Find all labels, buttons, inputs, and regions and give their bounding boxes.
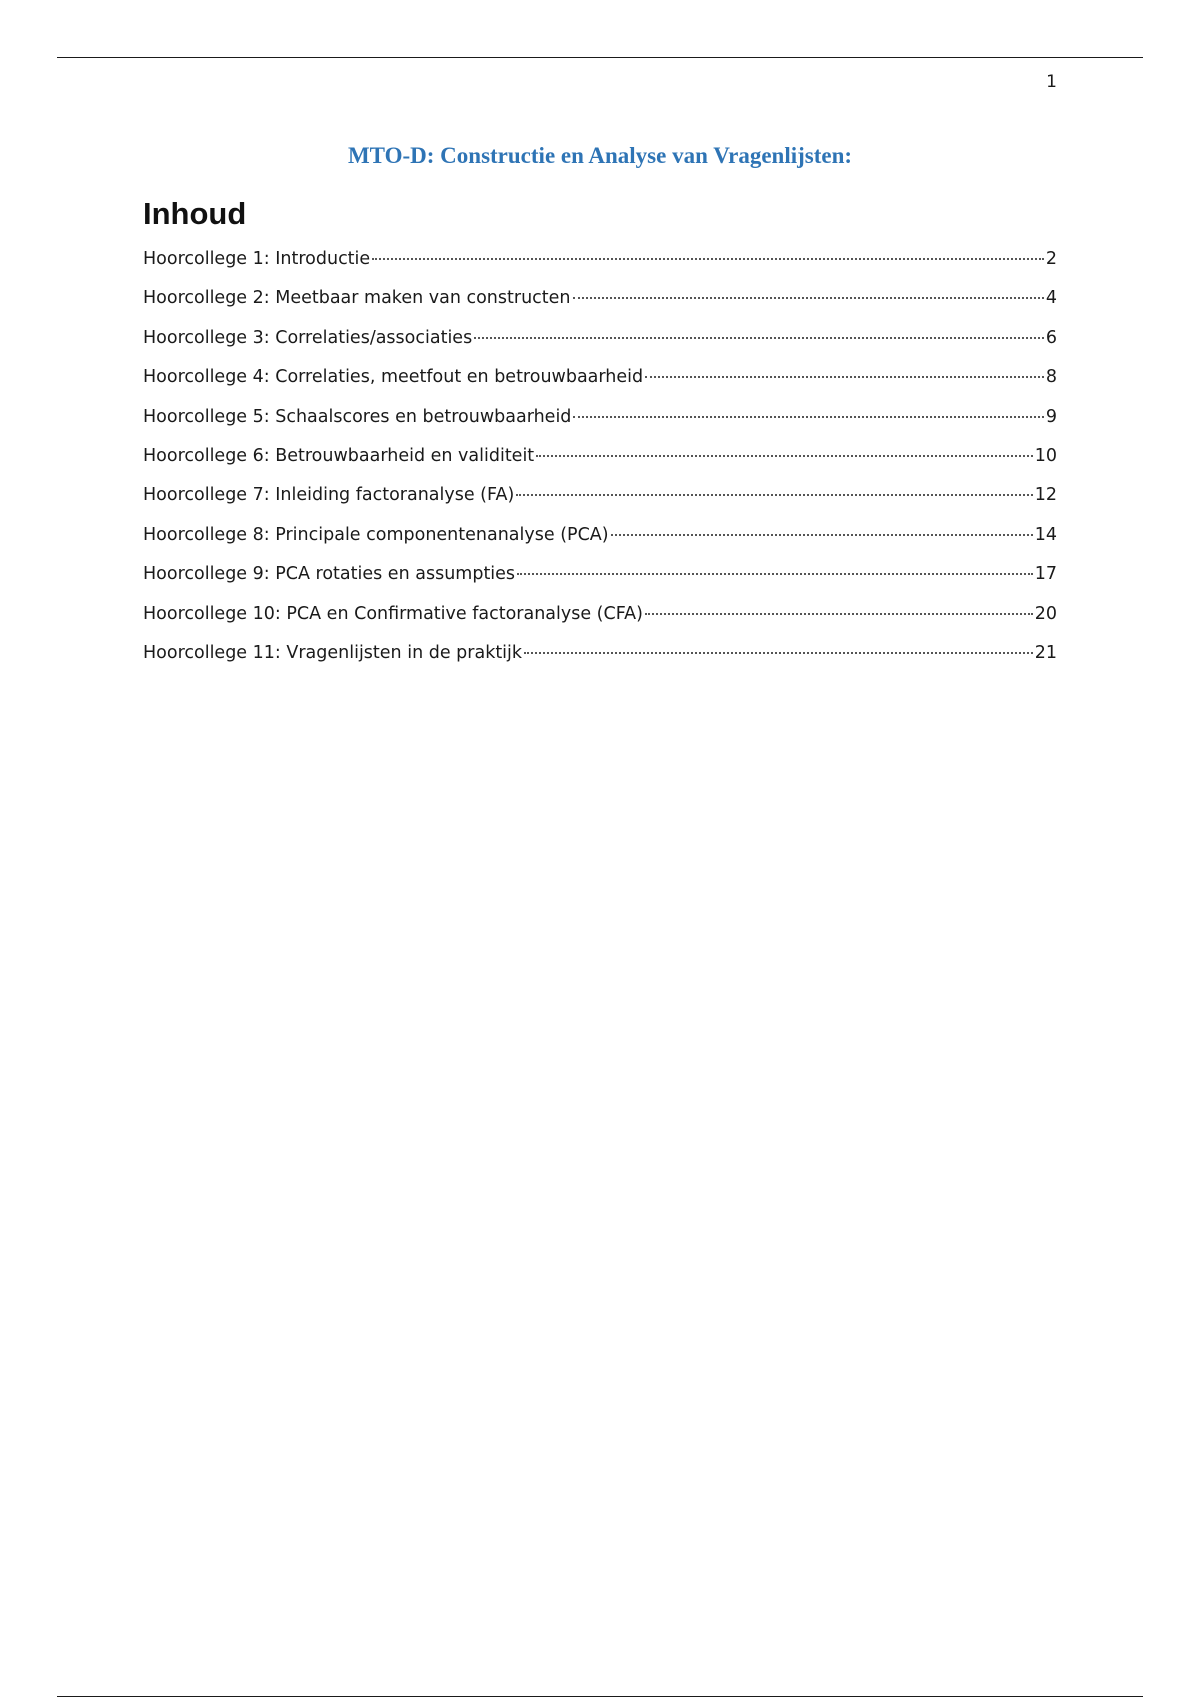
dot-leader: [524, 652, 1033, 654]
toc-entry-page: 9: [1045, 406, 1057, 427]
dot-leader: [474, 337, 1044, 339]
toc-entry-page: 10: [1034, 445, 1057, 466]
dot-leader: [645, 376, 1044, 378]
toc-entry-page: 8: [1045, 367, 1057, 388]
toc-entry-label: Hoorcollege 6: Betrouwbaarheid en validiteit: [143, 445, 535, 466]
toc-entry-1[interactable]: [143, 249, 1057, 288]
dot-leader: [536, 455, 1033, 457]
dot-leader: [516, 494, 1032, 496]
toc-entry-label: Hoorcollege 11: Vragenlijsten in de praktijk: [143, 642, 523, 663]
toc-entry-page: 2: [1045, 249, 1057, 269]
toc-entry-6[interactable]: [143, 446, 1057, 485]
dot-leader: [372, 258, 1044, 260]
toc-entry-label: Hoorcollege 5: Schaalscores en betrouwbaarheid: [143, 406, 572, 427]
toc-entry-5[interactable]: [143, 407, 1057, 446]
toc-entry-4[interactable]: [143, 367, 1057, 406]
toc-entry-label: Hoorcollege 9: PCA rotaties en assumpties: [143, 564, 516, 585]
toc-entry-label: Hoorcollege 4: Correlaties, meetfout en betrouwbaarheid: [143, 367, 644, 388]
toc-heading: Inhoud: [143, 196, 247, 231]
toc-entry-3[interactable]: [143, 328, 1057, 367]
toc-entry-2[interactable]: [143, 288, 1057, 327]
toc-entry-page: 12: [1034, 485, 1057, 506]
dot-leader: [611, 534, 1033, 536]
header-rule: [57, 57, 1143, 58]
document-title: MTO-D: Constructie en Analyse van Vragenlijsten:: [347, 143, 853, 168]
toc-entry-label: Hoorcollege 10: PCA en Confirmative factoranalyse (CFA): [143, 603, 643, 624]
toc-entry-page: 4: [1045, 288, 1057, 309]
dot-leader: [645, 613, 1033, 615]
toc-entry-label: Hoorcollege 2: Meetbaar maken van constructen: [143, 288, 571, 309]
toc-entry-10[interactable]: [143, 604, 1057, 643]
toc-entry-label: Hoorcollege 8: Principale componentenanalyse (PCA): [143, 524, 609, 545]
toc-entry-8[interactable]: [143, 525, 1057, 564]
toc-entry-page: 21: [1034, 642, 1057, 663]
toc-entry-label: Hoorcollege 1: Introductie: [143, 249, 371, 269]
toc-entry-11[interactable]: [143, 643, 1057, 682]
table-of-contents: [143, 249, 1057, 682]
dot-leader: [573, 416, 1043, 418]
footer-rule: [57, 1696, 1143, 1697]
toc-entry-page: 20: [1034, 603, 1057, 624]
toc-entry-7[interactable]: [143, 485, 1057, 524]
toc-entry-label: Hoorcollege 3: Correlaties/associaties: [143, 327, 473, 348]
page-number: 1: [1046, 72, 1057, 92]
toc-entry-page: 17: [1034, 564, 1057, 585]
dot-leader: [517, 573, 1033, 575]
toc-entry-page: 6: [1045, 327, 1057, 348]
toc-entry-page: 14: [1034, 524, 1057, 545]
toc-entry-label: Hoorcollege 7: Inleiding factoranalyse (FA): [143, 485, 515, 506]
toc-entry-9[interactable]: [143, 564, 1057, 603]
dot-leader: [573, 297, 1044, 299]
